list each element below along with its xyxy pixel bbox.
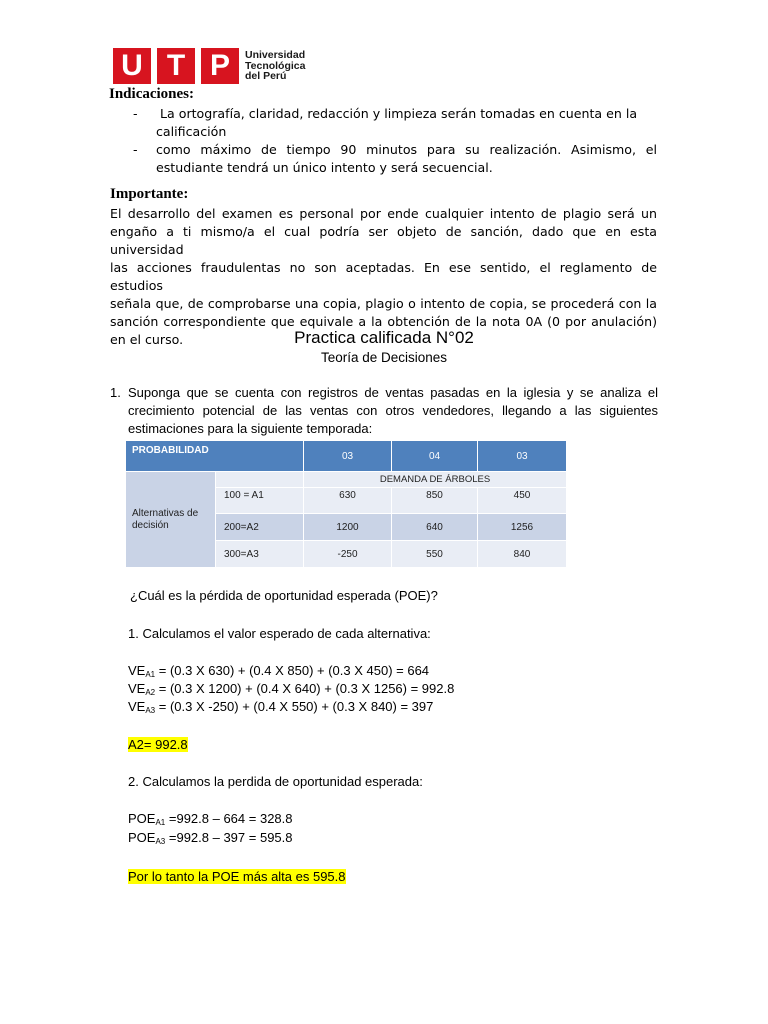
text-line: estimaciones para la siguiente temporada:: [128, 421, 373, 436]
ve-expression: = (0.3 X -250) + (0.4 X 550) + (0.3 X 840) = 397: [155, 699, 434, 714]
table-cell: 1256: [478, 513, 566, 540]
table-cell: 1200: [304, 513, 392, 540]
logo-letter-u: U: [113, 48, 151, 84]
row-label: 300=A3: [216, 540, 304, 567]
poe-question: ¿Cuál es la pérdida de oportunidad esperada (POE)?: [130, 588, 438, 603]
ve-prefix: VE: [128, 663, 146, 678]
empty-cell: [216, 471, 304, 487]
header-prob-2: 04: [392, 441, 478, 471]
table-cell: -250: [304, 540, 392, 567]
ve-subscript: A2: [145, 688, 156, 697]
logo-university-name: [245, 50, 305, 82]
text-line: señala que, de comprobarse una copia, plagio o intento de copia, se procederá con la: [110, 296, 657, 311]
table-cell: 840: [478, 540, 566, 567]
ve-expression: = (0.3 X 630) + (0.4 X 850) + (0.3 X 450) = 664: [155, 663, 430, 678]
conclusion: [128, 868, 346, 886]
bullet-dash: -: [133, 106, 138, 121]
ve-prefix: VE: [128, 681, 146, 696]
text-line: crecimiento potencial de las ventas con otros vendedores, llegando a las siguientes: [128, 403, 658, 418]
table-cell: 450: [478, 487, 566, 513]
poe-subscript: A1: [155, 818, 166, 827]
row-label: 100 = A1: [216, 487, 304, 513]
text-line: El desarrollo del examen es personal por ende cualquier intento de plagio será un: [110, 206, 657, 221]
question-text: [128, 384, 658, 438]
decision-table: [126, 441, 566, 567]
text-line: estudiante tendrá un único intento y será secuencial.: [156, 160, 493, 175]
page-subtitle: Teoría de Decisiones: [320, 350, 448, 365]
text-line: sanción correspondiente que equivale a la obtención de la nota 0A (0 por anulación): [110, 314, 657, 329]
table-cell: 640: [392, 513, 478, 540]
highlighted-text: A2= 992.8: [128, 737, 188, 752]
poe-prefix: POE: [128, 830, 156, 845]
text-line: Suponga que se cuenta con registros de ventas pasadas en la iglesia y se analiza el: [128, 385, 658, 400]
logo-name-line: del Perú: [245, 70, 287, 82]
indicaciones-item: [156, 105, 662, 141]
ve-subscript: A3: [145, 706, 156, 715]
table-cell: 550: [392, 540, 478, 567]
header-prob-1: 03: [304, 441, 392, 471]
logo-letter-p: P: [201, 48, 239, 84]
step-1-heading: 1. Calculamos el valor esperado de cada alternativa:: [128, 626, 431, 641]
text-line: decisión: [132, 519, 169, 531]
text-line: Alternativas de: [132, 507, 199, 519]
header-probability: PROBABILIDAD: [126, 441, 304, 471]
ve-a3-line: [128, 698, 433, 716]
logo-name-line: Universidad: [245, 49, 306, 61]
ve-subscript: A1: [145, 670, 156, 679]
poe-expression: =992.8 – 397 = 595.8: [165, 830, 293, 845]
text-line: en el curso.: [110, 332, 184, 347]
step-2-heading: 2. Calculamos la perdida de oportunidad esperada:: [128, 774, 423, 789]
bullet-dash: -: [133, 142, 138, 157]
page-title: Practica calificada N°02: [294, 328, 474, 347]
question-number: 1.: [110, 385, 121, 400]
indicaciones-heading: Indicaciones:: [109, 86, 195, 102]
text-line: como máximo de tiempo 90 minutos para su realización. Asimismo, el: [156, 142, 657, 157]
indicaciones-item: [156, 141, 657, 177]
highlighted-text: Por lo tanto la POE más alta es 595.8: [128, 869, 346, 884]
text-line: las acciones fraudulentas no son aceptadas. En ese sentido, el reglamento de estudios: [110, 260, 657, 293]
text-line: engaño a ti mismo/a el cual podría ser objeto de sanción, dado que en esta universidad: [110, 224, 657, 257]
poe-prefix: POE: [128, 811, 156, 826]
table-cell: 630: [304, 487, 392, 513]
poe-a1-line: [128, 810, 293, 828]
header-prob-3: 03: [478, 441, 566, 471]
ve-a2-line: [128, 680, 454, 698]
logo-name-line: Tecnológica: [245, 59, 306, 72]
ve-prefix: VE: [128, 699, 146, 714]
table-cell: 850: [392, 487, 478, 513]
importante-heading: Importante:: [110, 186, 189, 202]
row-group-label: [126, 471, 216, 567]
poe-a3-line: [128, 829, 293, 847]
best-alternative: [128, 736, 188, 754]
ve-a1-line: [128, 662, 429, 680]
logo-letter-t: T: [157, 48, 195, 84]
text-line: La ortografía, claridad, redacción y limpieza serán tomadas en cuenta en la: [160, 106, 638, 121]
poe-subscript: A3: [155, 837, 166, 846]
row-label: 200=A2: [216, 513, 304, 540]
demand-label: DEMANDA DE ÁRBOLES: [304, 471, 566, 487]
poe-expression: =992.8 – 664 = 328.8: [165, 811, 293, 826]
text-line: calificación: [156, 124, 227, 139]
ve-expression: = (0.3 X 1200) + (0.4 X 640) + (0.3 X 1256) = 992.8: [155, 681, 455, 696]
